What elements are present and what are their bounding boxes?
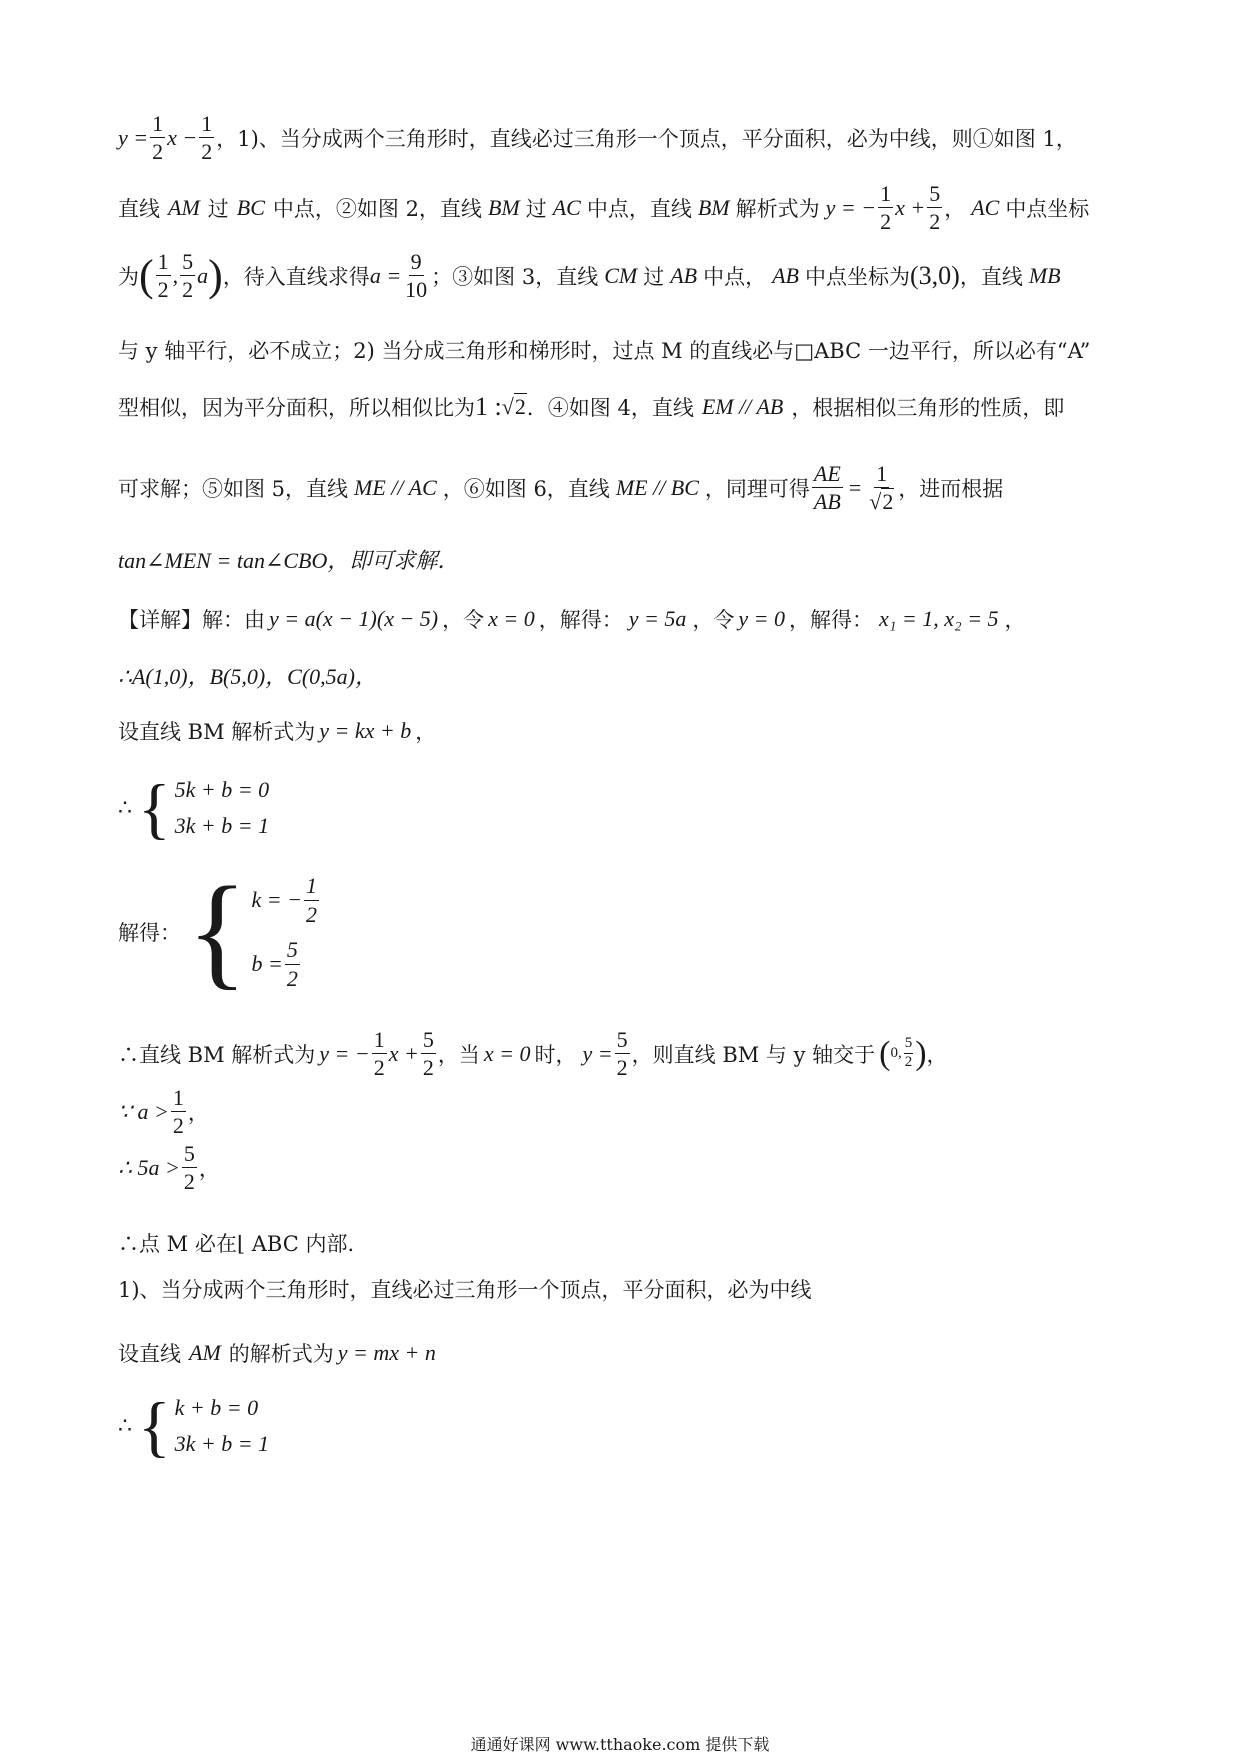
equation-system-1: ∴ { 5k + b = 0 3k + b = 1 [118,770,270,846]
math-x-plus: x + [895,194,926,220]
text-segment: ∴ 5a > [118,1154,180,1180]
fraction-one-over-sqrt2: $\frac{1}{√2}$ [869,461,894,515]
math-point-3-0: (3,0) [910,260,960,290]
math-roots: x₁ = 1, x₂ = 5 [879,606,999,631]
text-segment: ，进而根据 [898,476,1004,501]
text-segment: ，同理可得 [704,476,810,501]
text-line-16 [118,1228,368,1258]
text-segment: 型相似，因为平分面积，所以相似比为 [118,396,475,420]
fraction-five-halves: $\frac{5}{2}$ [616,1027,628,1081]
text-segment: ，令 [442,608,485,632]
text-segment: ，根据相似三角形的性质，即 [791,396,1065,420]
math-a: a [197,262,209,288]
fraction-five-halves: $\frac{5}{2}$ [286,937,298,991]
math-a-eq: a = [369,262,402,288]
text-segment: ，解得： [789,608,874,632]
text-segment: 中点， [703,264,767,289]
math-y-eq: y = [582,1040,613,1066]
text-line-17 [118,1274,812,1304]
text-segment: ，⑥如图 6，直线 [442,476,610,501]
math-BM: BM [487,194,520,220]
math-AC: AC [971,194,1000,220]
text-segment: ，当 [437,1042,480,1067]
page-footer: 通通好课网 www.tthaoke.com 提供下载 [470,1735,770,1754]
text-segment: tan∠MEN = tan∠CBO，即可求解． [118,548,460,573]
text-segment: 的解析式为 [228,1342,334,1366]
text-line-3: 为 ( $\frac{1}{2}$ , $\frac{5}{2}$ a ) ，待入直线求得 a = $\frac{9}{10}$ ；③如图 3，直线 CM 过 AB 中点， AB 中点坐标为 (3,0) ，直线 MB [118,249,1061,303]
text-line-15: ∴ 5a > $\frac{5}{2}$ ， [118,1141,220,1195]
text-segment: ∵ a > [118,1098,169,1124]
text-segment: 过 [643,264,665,289]
math-point-x: 0, [890,1045,902,1062]
math-x0: x = 0 [488,606,535,631]
math-AM: AM [189,1340,221,1365]
text-segment: ， [1004,608,1026,632]
text-segment: 时， [534,1042,577,1067]
text-segment: ，待入直线求得 [222,264,370,289]
text-segment: 过 [525,196,547,221]
text-segment: 中点，②如图 2，直线 [272,196,482,221]
equation-row: b = $\frac{5}{2}$ [251,937,298,991]
math-BC: BC [236,194,265,220]
fraction-five-halves: $\frac{5}{2}$ [422,1027,434,1081]
text-line-10 [118,716,436,746]
text-line-4 [118,335,1090,365]
text-segment: ， [415,720,437,744]
fraction-five-halves-small: $\frac{5}{2}$ [904,1035,913,1071]
math-y0: y = 0 [738,606,786,631]
text-segment: 与 y 轴平行，必不成立；2) 当分成三角形和梯形时，过点 M 的直线必与□ABC 一边平行，所以必有“A” [118,339,1091,363]
text-segment: ∴直线 BM 解析式为 [118,1042,316,1067]
fraction-one-half: $\frac{1}{2}$ [152,111,164,165]
fraction-one-half: $\frac{1}{2}$ [172,1085,184,1139]
math-AB: AB [772,262,799,288]
math-y-kx-b: y = kx + b [319,718,412,743]
text-segment: 过 [207,196,229,221]
math-y-def: y = a(x − 1)(x − 5) [269,606,439,631]
equation-row: k + b = 0 [174,1395,259,1420]
fraction-five-halves: $\frac{5}{2}$ [183,1141,195,1195]
text-segment: 中点坐标为 [805,264,910,289]
math-x0: x = 0 [483,1040,531,1066]
text-line-5 [118,392,1064,422]
text-segment: 中点，直线 [586,196,692,221]
math-EM-parallel-AB: EM // AB [701,394,784,419]
math-ME-parallel-AC: ME // AC [354,474,437,500]
math-AM: AM [168,194,200,220]
fraction-one-half: $\frac{1}{2}$ [305,873,317,927]
fraction-one-half: $\frac{1}{2}$ [201,111,213,165]
text-segment: ，1)、当分成两个三角形时，直线必过三角形一个顶点，平分面积，必为中线，则①如图 1， [216,126,1077,151]
math-y-eq-neg: y = − [825,194,877,220]
math-BM: BM [697,194,730,220]
fraction-one-half: $\frac{1}{2}$ [157,249,169,303]
math-ratio: 1 : [475,392,502,421]
fraction-one-half: $\frac{1}{2}$ [880,181,892,235]
math-x-plus: x + [388,1040,419,1066]
text-segment: 直线 [118,196,160,221]
math-y-mx-n: y = mx + n [337,1340,436,1365]
fraction-five-halves: $\frac{5}{2}$ [182,249,194,303]
equation-system-3: ∴ { k + b = 0 3k + b = 1 [118,1388,270,1464]
math-AB: AB [670,262,698,288]
equation-row: 3k + b = 1 [174,813,270,838]
math-ME-parallel-BC: ME // BC [615,474,699,500]
text-line-14: ∵ a > $\frac{1}{2}$ ， [118,1085,209,1139]
text-segment: ，令 [692,608,735,632]
fraction-AE-AB: $\frac{AE}{AB}$ [813,461,841,515]
text-segment: ∴A(1,0)，B(5,0)，C(0,5a)， [118,664,378,689]
fraction-nine-tenths: $\frac{9}{10}$ [405,249,428,303]
text-segment: 解得： [118,921,181,945]
text-line-7 [118,544,459,575]
fraction-one-half: $\frac{1}{2}$ [373,1027,385,1081]
math-MB: MB [1028,262,1061,288]
text-segment: ，解得： [538,608,623,632]
text-segment: ∴点 M 必在⌊ ABC 内部． [118,1232,369,1256]
math-y-eq: y = [118,124,149,150]
text-line-9 [118,660,377,691]
text-segment: ，直线 [959,264,1023,289]
text-segment: 设直线 [118,1342,181,1366]
text-segment: 设直线 BM 解析式为 [118,720,316,744]
text-line-18 [118,1338,436,1368]
math-y5a: y = 5a [628,606,687,631]
math-CM: CM [604,262,638,288]
text-segment: ， [926,1042,948,1067]
text-line-6: 可求解；⑤如图 5，直线 ME // AC ，⑥如图 6，直线 ME // BC ，同理可得 $\frac{AE}{AB}$ = $\frac{1}{√2}$ ，进而根据 [118,461,1004,515]
text-segment: 为 [118,264,139,289]
solution-system: 解得： { k = − $\frac{1}{2}$ b = $\frac{5}{2}$ [118,868,321,996]
text-line-2 [118,182,1089,233]
text-segment: ．④如图 4，直线 [526,396,694,420]
math-AC: AC [552,194,581,220]
text-segment: 1)、当分成两个三角形时，直线必过三角形一个顶点，平分面积，必为中线 [118,1278,812,1302]
equation-row: 5k + b = 0 [174,777,270,802]
text-line-13: ∴直线 BM 解析式为 y = − $\frac{1}{2}$ x + $\frac{5}{2}$ ，当 x = 0 时， y = $\frac{5}{2}$ ，则直线 BM 与 y 轴交于 ( 0, $\frac{5}{2}$ ) ， [118,1027,948,1081]
text-line-8 [118,604,1026,634]
detail-heading: 【详解】解：由 [118,608,265,632]
text-segment: ， [944,196,966,221]
math-y-eq-neg: y = − [319,1040,370,1066]
text-segment: 可求解；⑤如图 5，直线 [118,476,349,501]
equation-row: 3k + b = 1 [174,1431,270,1456]
text-segment: ；③如图 3，直线 [431,264,599,289]
text-line-1 [118,112,1077,163]
equation-row: k = − $\frac{1}{2}$ [251,873,317,927]
math-x-minus: x − [167,124,198,150]
text-segment: 中点坐标 [1005,196,1090,221]
text-segment: ，则直线 BM 与 y 轴交于 [631,1042,876,1067]
fraction-five-halves: $\frac{5}{2}$ [929,181,941,235]
sqrt-two: √2 [501,394,526,419]
text-segment: 解析式为 [735,196,820,221]
